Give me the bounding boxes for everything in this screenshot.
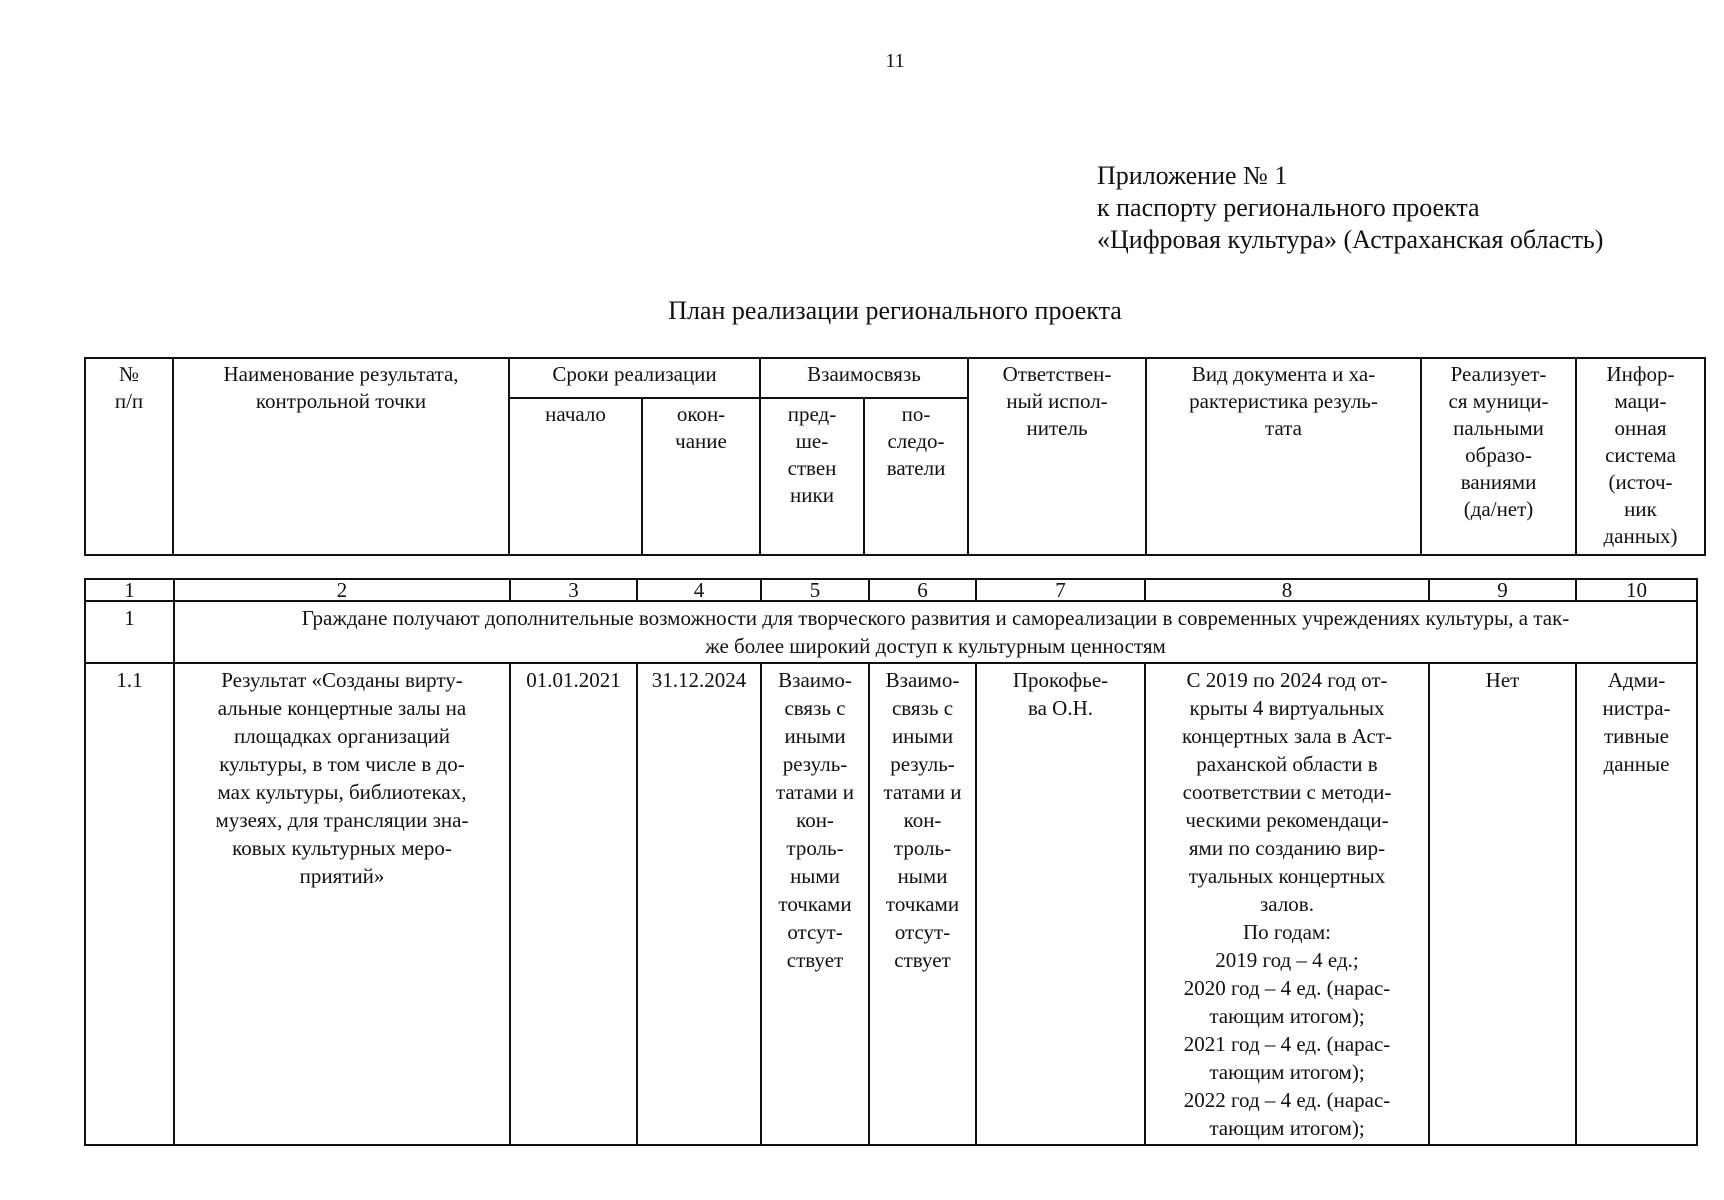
column-number: 8 [1145, 579, 1429, 601]
row-start-date: 01.01.2021 [510, 663, 637, 1145]
header-name: Наименование результата, контрольной точки [173, 358, 509, 555]
header-terms: Сроки реализации [509, 358, 760, 398]
header-start: начало [509, 398, 642, 555]
row-municipal: Нет [1429, 663, 1576, 1145]
column-number: 10 [1576, 579, 1697, 601]
column-number: 2 [174, 579, 510, 601]
header-municipal: Реализует- ся муници- пальными образо- ваниями (да/нет) [1421, 358, 1576, 555]
header-predecessors: пред- ше- ствен ники [760, 398, 864, 555]
column-number: 7 [976, 579, 1145, 601]
header-responsible: Ответствен- ный испол- нитель [968, 358, 1146, 555]
header-num: № п/п [85, 358, 173, 555]
column-number: 4 [637, 579, 761, 601]
header-doc-type: Вид документа и ха- рактеристика резуль- тата [1146, 358, 1421, 555]
row-number: 1.1 [85, 663, 174, 1145]
section-number: 1 [85, 601, 174, 663]
page-number: 11 [885, 50, 905, 72]
row-info-system: Адми- нистра- тивные данные [1576, 663, 1697, 1145]
column-number: 3 [510, 579, 637, 601]
appendix-heading [1097, 160, 1603, 256]
row-responsible: Прокофье- ва О.Н. [976, 663, 1145, 1145]
header-info-system: Инфор- маци- онная система (источ- ник данных) [1576, 358, 1705, 555]
section-title: Граждане получают дополнительные возможности для творческого развития и самореализации в современных учреждениях культуры, а так- же более широкий доступ к культурным ценностям [174, 601, 1697, 663]
header-table [84, 357, 1706, 556]
header-successors: по- следо- ватели [864, 398, 968, 555]
column-number: 6 [869, 579, 976, 601]
row-end-date: 31.12.2024 [637, 663, 761, 1145]
column-number: 9 [1429, 579, 1576, 601]
plan-title: План реализации регионального проекта [668, 296, 1122, 325]
header-relation: Взаимосвязь [760, 358, 968, 398]
appendix-line-3: «Цифровая культура» (Астраханская область) [1097, 225, 1604, 254]
appendix-line-1: Приложение № 1 [1097, 161, 1288, 190]
header-end: окон- чание [642, 398, 760, 555]
row-result-name: Результат «Созданы вирту- альные концертные залы на площадках организаций культуры, в том числе в до- мах культуры, библиотеках, музеях, для трансляции зна- ковых культурных меро- приятий» [174, 663, 510, 1145]
table-row [85, 663, 1697, 1145]
appendix-line-2: к паспорту регионального проекта [1097, 193, 1480, 222]
row-predecessors: Взаимо- связь с иными резуль- татами и кон- троль- ными точками отсут- ствует [761, 663, 869, 1145]
row-successors: Взаимо- связь с иными резуль- татами и кон- троль- ными точками отсут- ствует [869, 663, 976, 1145]
column-number: 1 [85, 579, 174, 601]
column-number: 5 [761, 579, 869, 601]
plan-table [84, 578, 1698, 1146]
row-doc-type: С 2019 по 2024 год от- крыты 4 виртуальных концертных зала в Аст- раханской области в соответствии с методи- ческими рекомендаци- ями по созданию вир- туальных концертных залов. По годам: 2019 год – 4 ед.; 2020 год – 4 ед. (нарас- тающим итогом); 2021 год – 4 ед. (нарас- тающим итогом); 2022 год – 4 ед. (нарас- тающим итогом); [1145, 663, 1429, 1145]
